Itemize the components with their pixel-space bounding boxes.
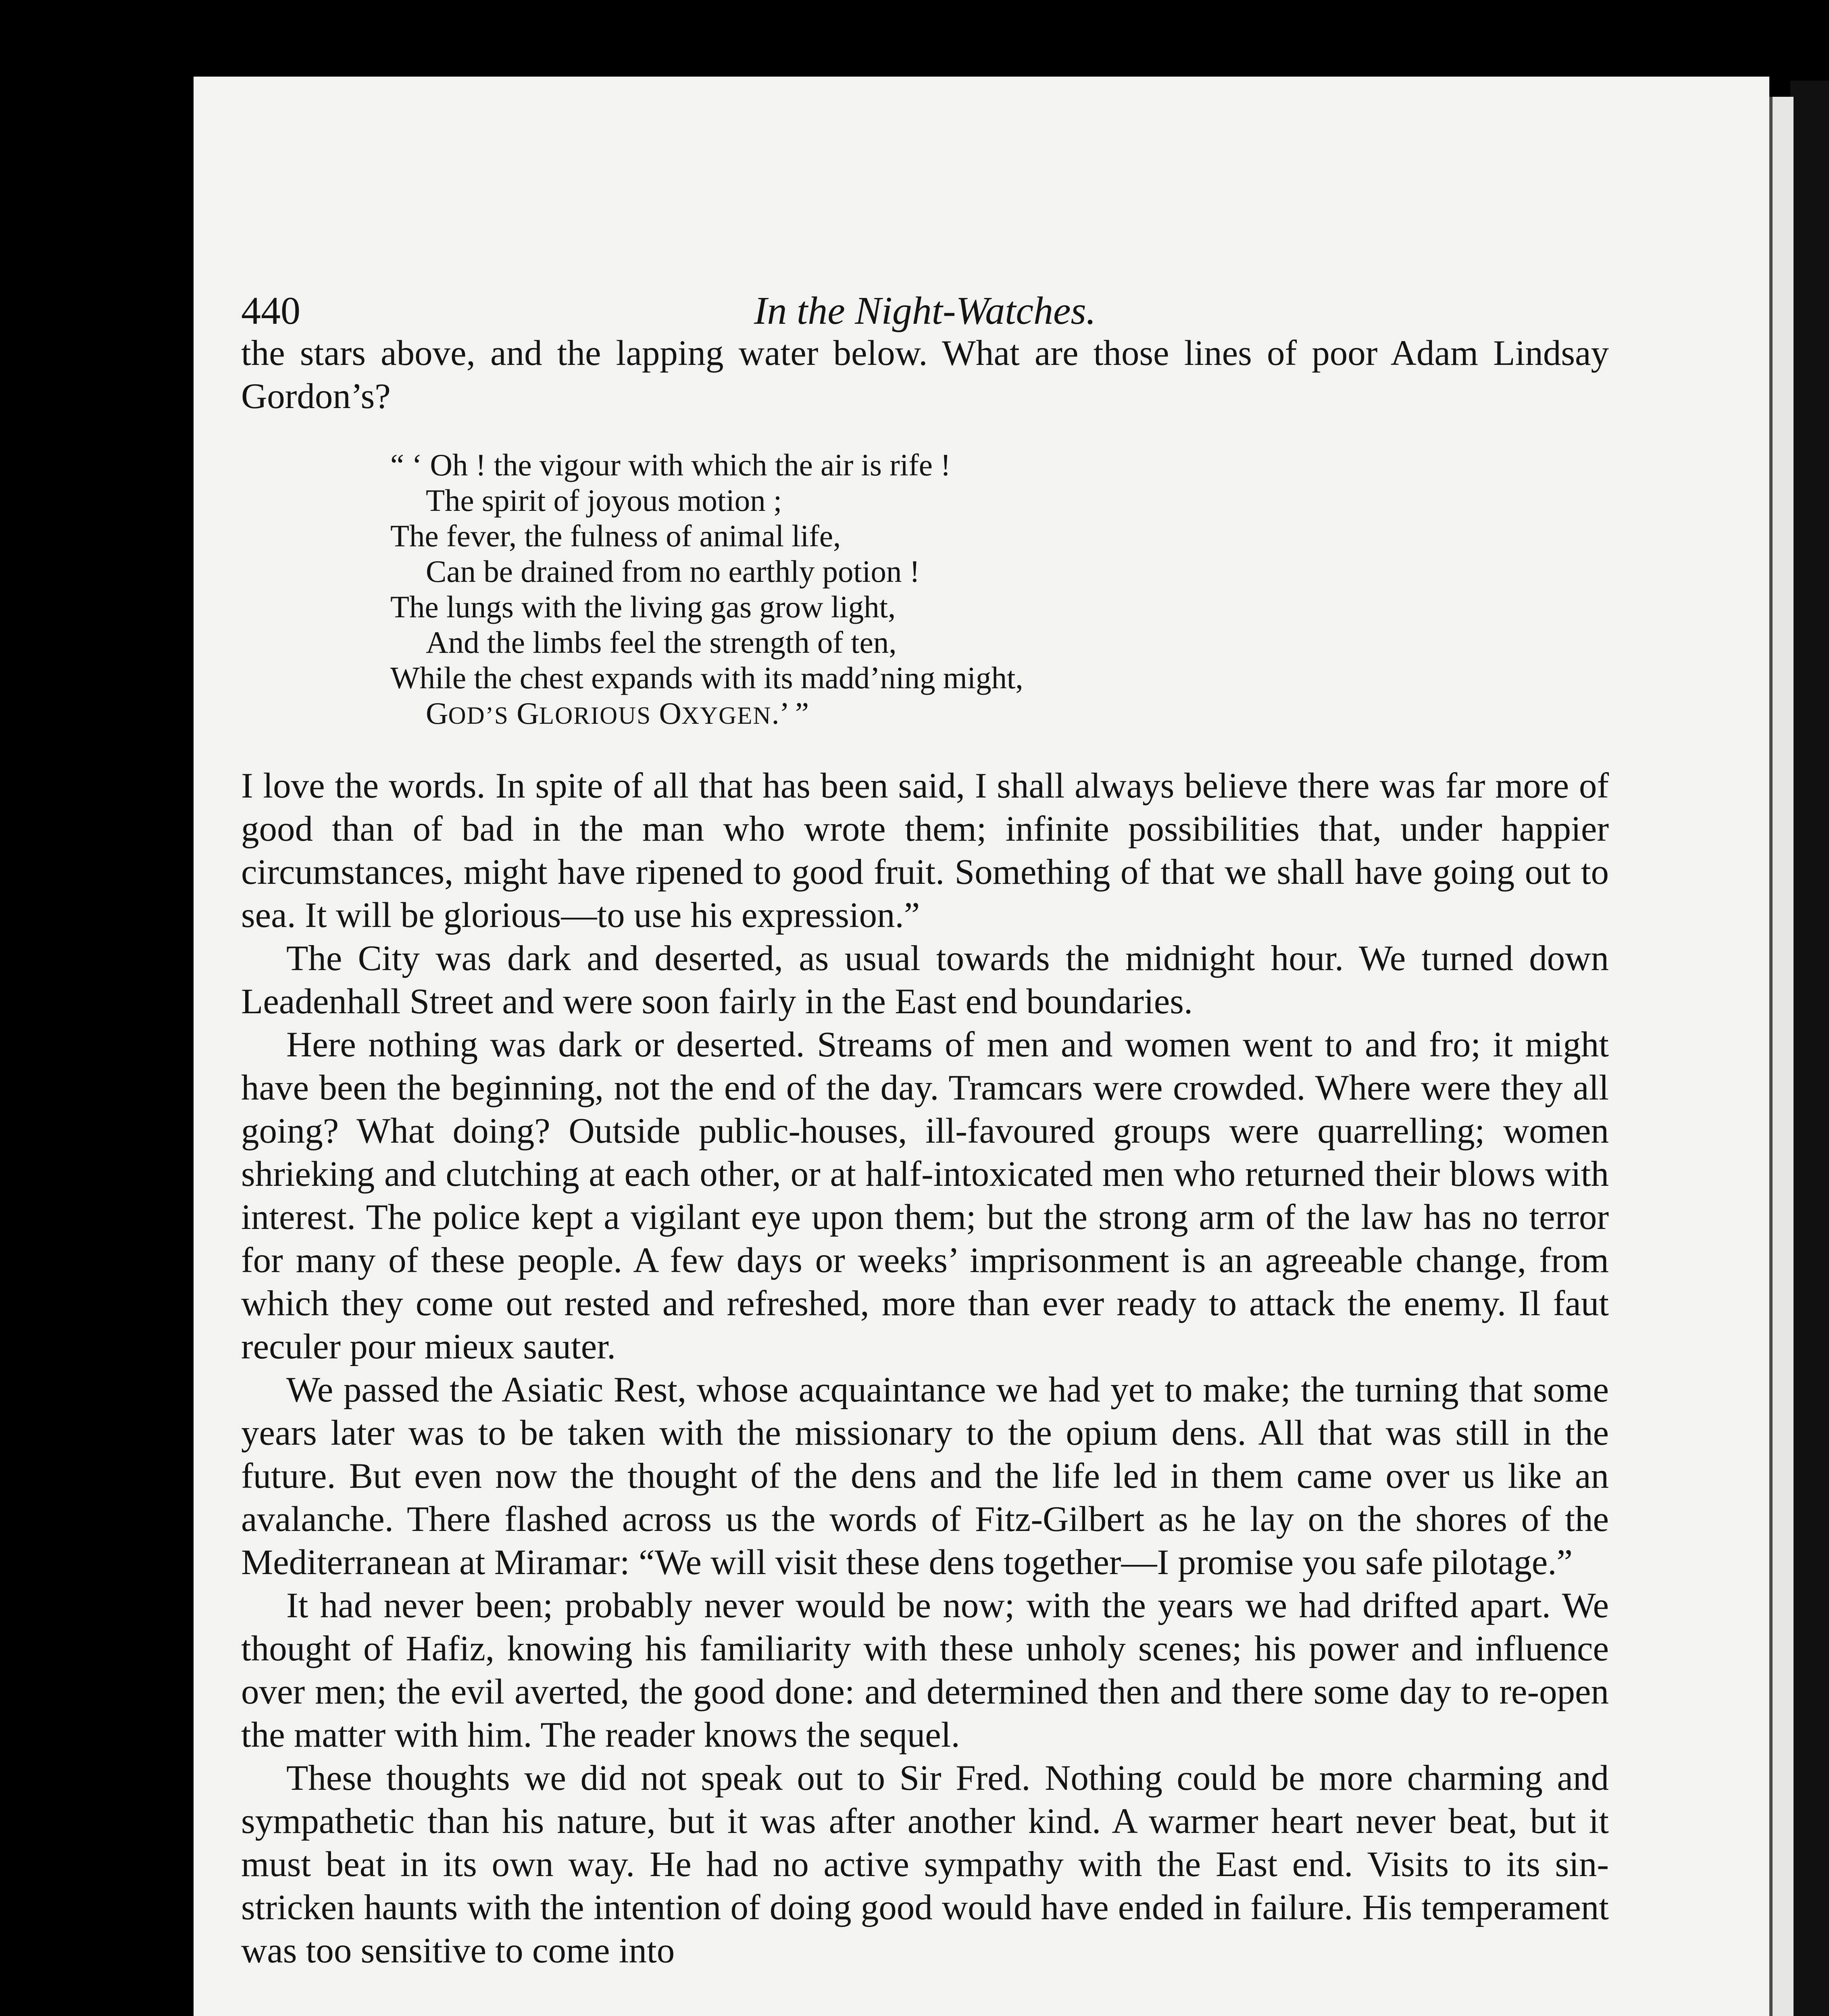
running-head <box>241 288 1609 337</box>
page-number: 440 <box>241 289 300 333</box>
running-title: In the Night-Watches. <box>754 289 1096 333</box>
paragraph: These thoughts we did not speak out to Sir Fred. Nothing could be more charming and sympathetic than his nature, but it was after another kind. A warmer heart never beat, but it must beat in its own way. He had no active sympathy with the East end. Visits to its sin-stricken haunts with the intention of doing good would have ended in failure. His temperament was too sensitive to come into <box>241 1758 1609 1970</box>
poem-line: And the limbs feel the strength of ten, <box>426 625 897 660</box>
next-page-edge <box>1769 97 1794 2016</box>
smallcaps-rest: XYGEN <box>681 702 772 729</box>
poem-line: Can be drained from no earthly potion ! <box>426 554 920 589</box>
poem-line: The fever, the fulness of animal life, <box>390 519 841 553</box>
paragraph: It had never been; probably never would be now; with the years we had drifted apart. We thought of Hafiz, knowing his familiarity with these unholy scenes; his power and influence over men; the evil averted, the good done: and determined then and there some day to re-open the matter with him. The reader knows the sequel. <box>241 1586 1609 1755</box>
paragraph: The City was dark and deserted, as usual towards the midnight hour. We turned down Leadenhall Street and were soon fairly in the East end boundaries. <box>241 939 1609 1021</box>
poem-quotation <box>390 447 1609 734</box>
poem-line: “ ‘ Oh ! the vigour with which the air is rife ! <box>390 448 951 482</box>
paragraph: the stars above, and the lapping water below. What are those lines of poor Adam Lindsay Gordon’s? <box>241 333 1609 416</box>
paragraph: We passed the Asiatic Rest, whose acquaintance we had yet to make; the turning that some years later was to be taken with the missionary to the opium dens. All that was still in the future. But even now the thought of the dens and the life led in them came over us like an avalanche. There flashed across us the words of Fitz-Gilbert as he lay on the shores of the Mediterranean at Miramar: “We will visit these dens together—I promise you safe pilotage.” <box>241 1370 1609 1582</box>
poem-line: The lungs with the living gas grow light, <box>390 589 896 624</box>
smallcaps-initial: G <box>426 696 448 731</box>
body-text <box>241 332 1609 1972</box>
poem-line: While the chest expands with its madd’ning might, <box>390 660 1023 695</box>
right-page-shadow <box>1790 81 1829 2016</box>
poem-line: The spirit of joyous motion ; <box>426 483 782 518</box>
smallcaps-rest: OD’S <box>448 702 509 729</box>
closing-quotes: .’ ” <box>771 696 809 731</box>
paragraph: Here nothing was dark or deserted. Streams of men and women went to and fro; it might have been the beginning, not the end of the day. Tramcars were crowded. Where were they all going? What doing? Outside public-houses, ill-favoured groups were quarrelling; women shrieking and clutching at each other, or at half-intoxicated men who returned their blows with interest. The police kept a vigilant eye upon them; but the strong arm of the law has no terror for many of these people. A few days or weeks’ imprisonment is an agreeable change, from which they come out rested and refreshed, more than ever ready to attack the enemy. Il faut reculer pour mieux sauter. <box>241 1025 1609 1366</box>
smallcaps-initial: O <box>659 696 682 731</box>
paragraph: I love the words. In spite of all that has been said, I shall always believe there was far more of good than of bad in the man who wrote them; infinite possibilities that, under happier circumstances, might have ripened to good fruit. Something of that we shall have going out to sea. It will be glorious—to use his expression.” <box>241 766 1609 935</box>
poem-final-line <box>390 696 1609 734</box>
page-content <box>241 288 1609 1972</box>
smallcaps-initial: G <box>517 696 539 731</box>
smallcaps-rest: LORIOUS <box>539 702 652 729</box>
